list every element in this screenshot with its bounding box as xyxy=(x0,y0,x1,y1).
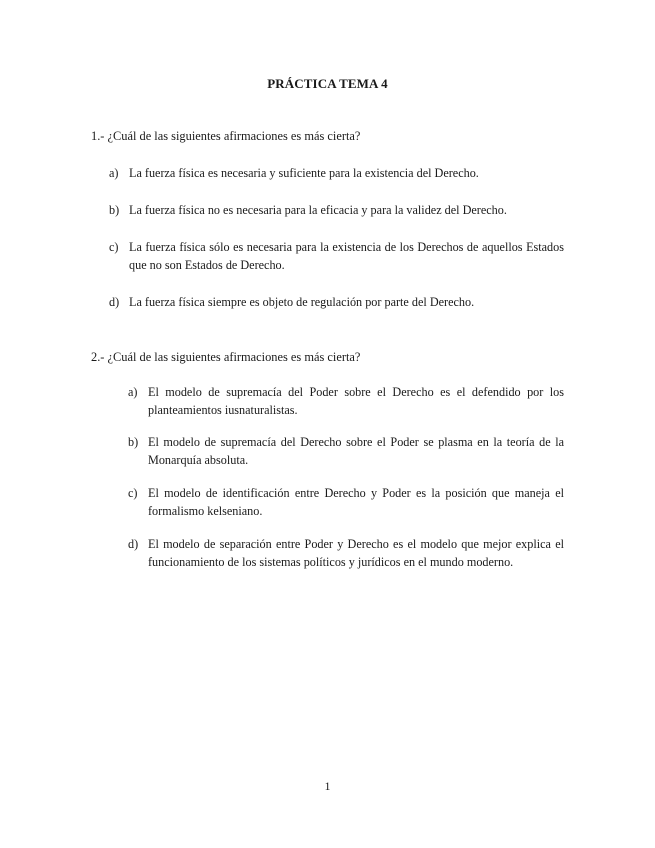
option-text: El modelo de supremacía del Poder sobre el Derecho es el defendido por los planteamientos iusnaturalistas. xyxy=(148,385,564,417)
question-2-option-d xyxy=(128,535,564,571)
option-text: La fuerza física siempre es objeto de regulación por parte del Derecho. xyxy=(129,295,475,309)
question-1-option-c xyxy=(109,238,564,274)
question-2-option-b xyxy=(128,433,564,469)
option-letter: d) xyxy=(109,295,120,309)
question-1-prompt: 1.- ¿Cuál de las siguientes afirmaciones es más cierta? xyxy=(91,129,361,143)
option-letter: b) xyxy=(128,435,139,449)
option-letter: c) xyxy=(109,240,119,254)
page-title: PRÁCTICA TEMA 4 xyxy=(267,76,388,91)
option-text: El modelo de supremacía del Derecho sobre el Poder se plasma en la teoría de la Monarquía absoluta. xyxy=(148,435,564,467)
question-1-option-a xyxy=(109,164,564,182)
option-text: El modelo de separación entre Poder y Derecho es el modelo que mejor explica el funcionamiento de los sistemas políticos y jurídicos en el mundo moderno. xyxy=(148,537,564,569)
question-2-prompt: 2.- ¿Cuál de las siguientes afirmaciones es más cierta? xyxy=(91,350,361,364)
option-letter: d) xyxy=(128,537,139,551)
question-2-option-a xyxy=(128,383,564,419)
option-text: La fuerza física es necesaria y suficiente para la existencia del Derecho. xyxy=(129,166,479,180)
option-text: La fuerza física no es necesaria para la eficacia y para la validez del Derecho. xyxy=(129,203,507,217)
option-letter: b) xyxy=(109,203,120,217)
question-1-option-b xyxy=(109,201,564,219)
page-number: 1 xyxy=(324,779,331,793)
option-text: El modelo de identificación entre Derecho y Poder es la posición que maneja el formalismo kelseniano. xyxy=(148,486,564,518)
option-text: La fuerza física sólo es necesaria para la existencia de los Derechos de aquellos Estados que no son Estados de Derecho. xyxy=(129,240,564,272)
option-letter: a) xyxy=(128,385,138,399)
question-2-option-c xyxy=(128,484,564,520)
question-1-option-d xyxy=(109,293,564,311)
option-letter: a) xyxy=(109,166,119,180)
option-letter: c) xyxy=(128,486,138,500)
